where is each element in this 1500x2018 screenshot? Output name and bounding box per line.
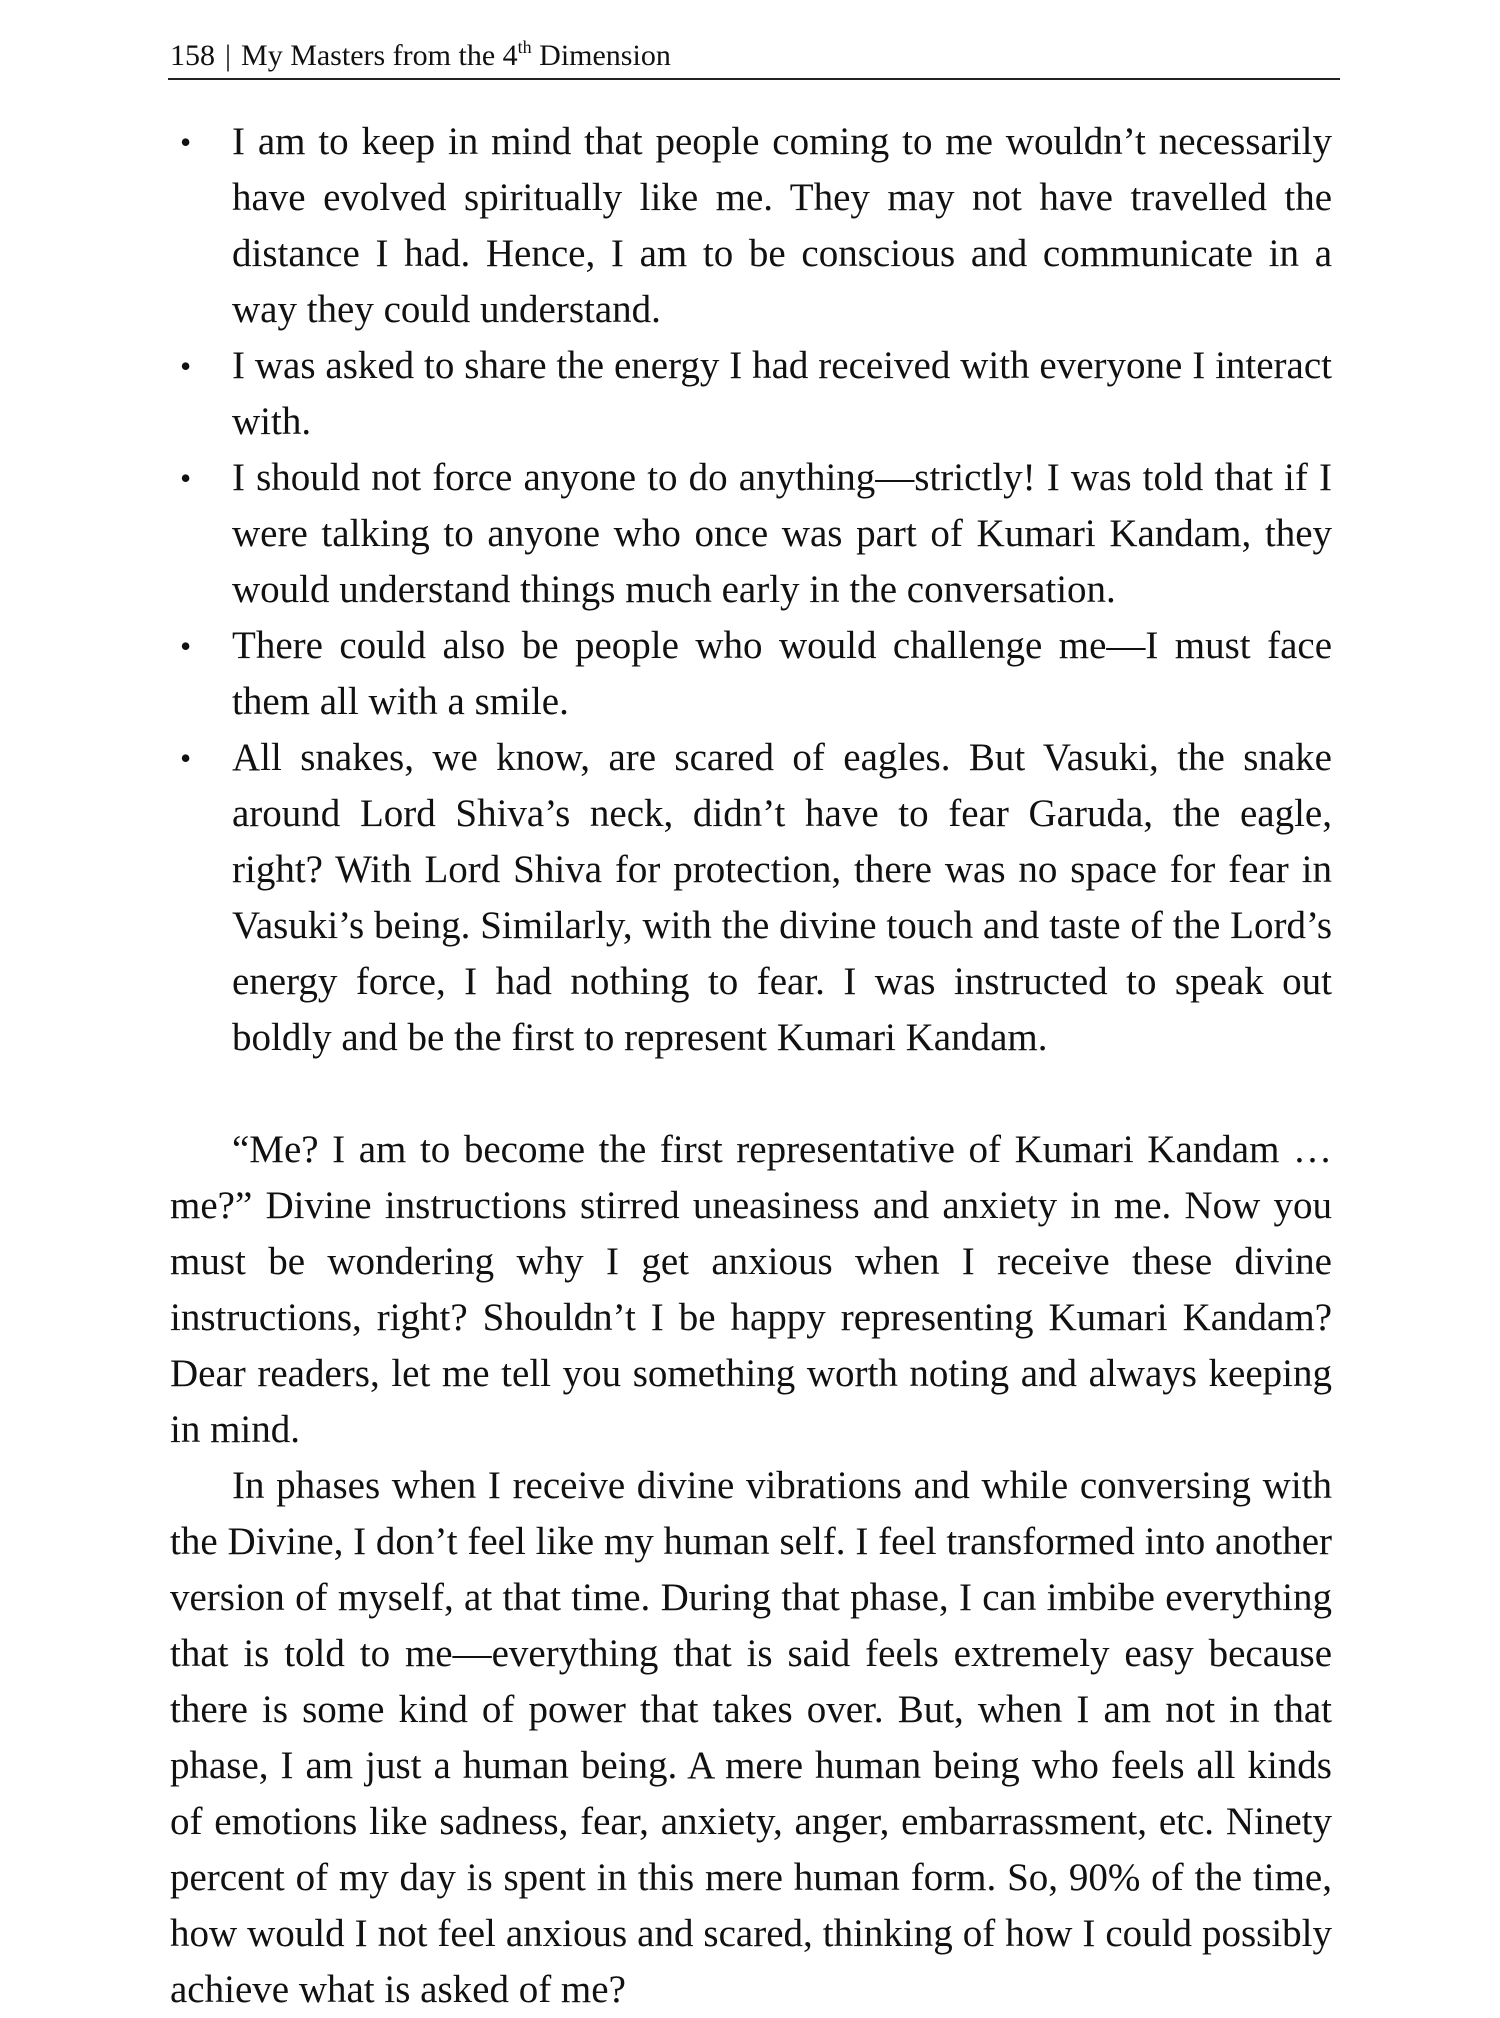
list-item-text: I am to keep in mind that people coming to me wouldn’t necessarily have evolved spiritually like me. They may not have travelled the distance I had. Hence, I am to be conscious and communicate in a way they could understand. <box>232 120 1332 331</box>
header-rule <box>168 78 1340 80</box>
book-title-superscript: th <box>517 37 532 57</box>
list-item <box>170 730 1332 1066</box>
body-paragraph: “Me? I am to become the first representative of Kumari Kandam … me?” Divine instructions stirred uneasiness and anxiety in me. Now you must be wondering why I get anxious when I receive these divine instructions, right? Shouldn’t I be happy representing Kumari Kandam? Dear readers, let me tell you something worth noting and always keeping in mind. <box>170 1128 1332 1451</box>
bullet-icon: • <box>180 124 192 160</box>
list-item <box>170 618 1332 730</box>
body-paragraph: In phases when I receive divine vibrations and while conversing with the Divine, I don’t feel like my human self. I feel transformed into another version of myself, at that time. During that phase, I can imbibe everything that is told to me—everything that is said feels extremely easy because there is some kind of power that takes over. But, when I am not in that phase, I am just a human being. A mere human being who feels all kinds of emotions like sadness, fear, anxiety, anger, embarrassment, etc. Ninety percent of my day is spent in this mere human form. So, 90% of the time, how would I not feel anxious and scared, thinking of how I could possibly achieve what is asked of me? <box>170 1464 1332 2011</box>
bullet-list <box>170 114 1332 1066</box>
bullet-icon: • <box>180 628 192 664</box>
header-separator: | <box>225 39 232 72</box>
book-title <box>241 39 671 72</box>
book-title-suffix: Dimension <box>531 39 671 72</box>
book-title-prefix: My Masters from the 4 <box>241 39 518 72</box>
bullet-icon: • <box>180 460 192 496</box>
page-number: 158 <box>170 39 215 72</box>
list-item <box>170 114 1332 338</box>
running-header <box>170 30 1330 82</box>
list-item-text: All snakes, we know, are scared of eagles. But Vasuki, the snake around Lord Shiva’s neck, didn’t have to fear Garuda, the eagle, right? With Lord Shiva for protection, there was no space for fear in Vasuki’s being. Similarly, with the divine touch and taste of the Lord’s energy force, I had nothing to fear. I was instructed to speak out boldly and be the first to represent Kumari Kandam. <box>232 736 1332 1059</box>
bullet-icon: • <box>180 740 192 776</box>
bullet-icon: • <box>180 348 192 384</box>
list-item-text: I should not force anyone to do anything—strictly! I was told that if I were talking to anyone who once was part of Kumari Kandam, they would understand things much early in the conversation. <box>232 456 1332 611</box>
list-item <box>170 338 1332 450</box>
list-item <box>170 450 1332 618</box>
list-item-text: I was asked to share the energy I had received with everyone I interact with. <box>232 344 1332 443</box>
page-body <box>170 114 1332 2018</box>
list-item-text: There could also be people who would challenge me—I must face them all with a smile. <box>232 624 1332 723</box>
